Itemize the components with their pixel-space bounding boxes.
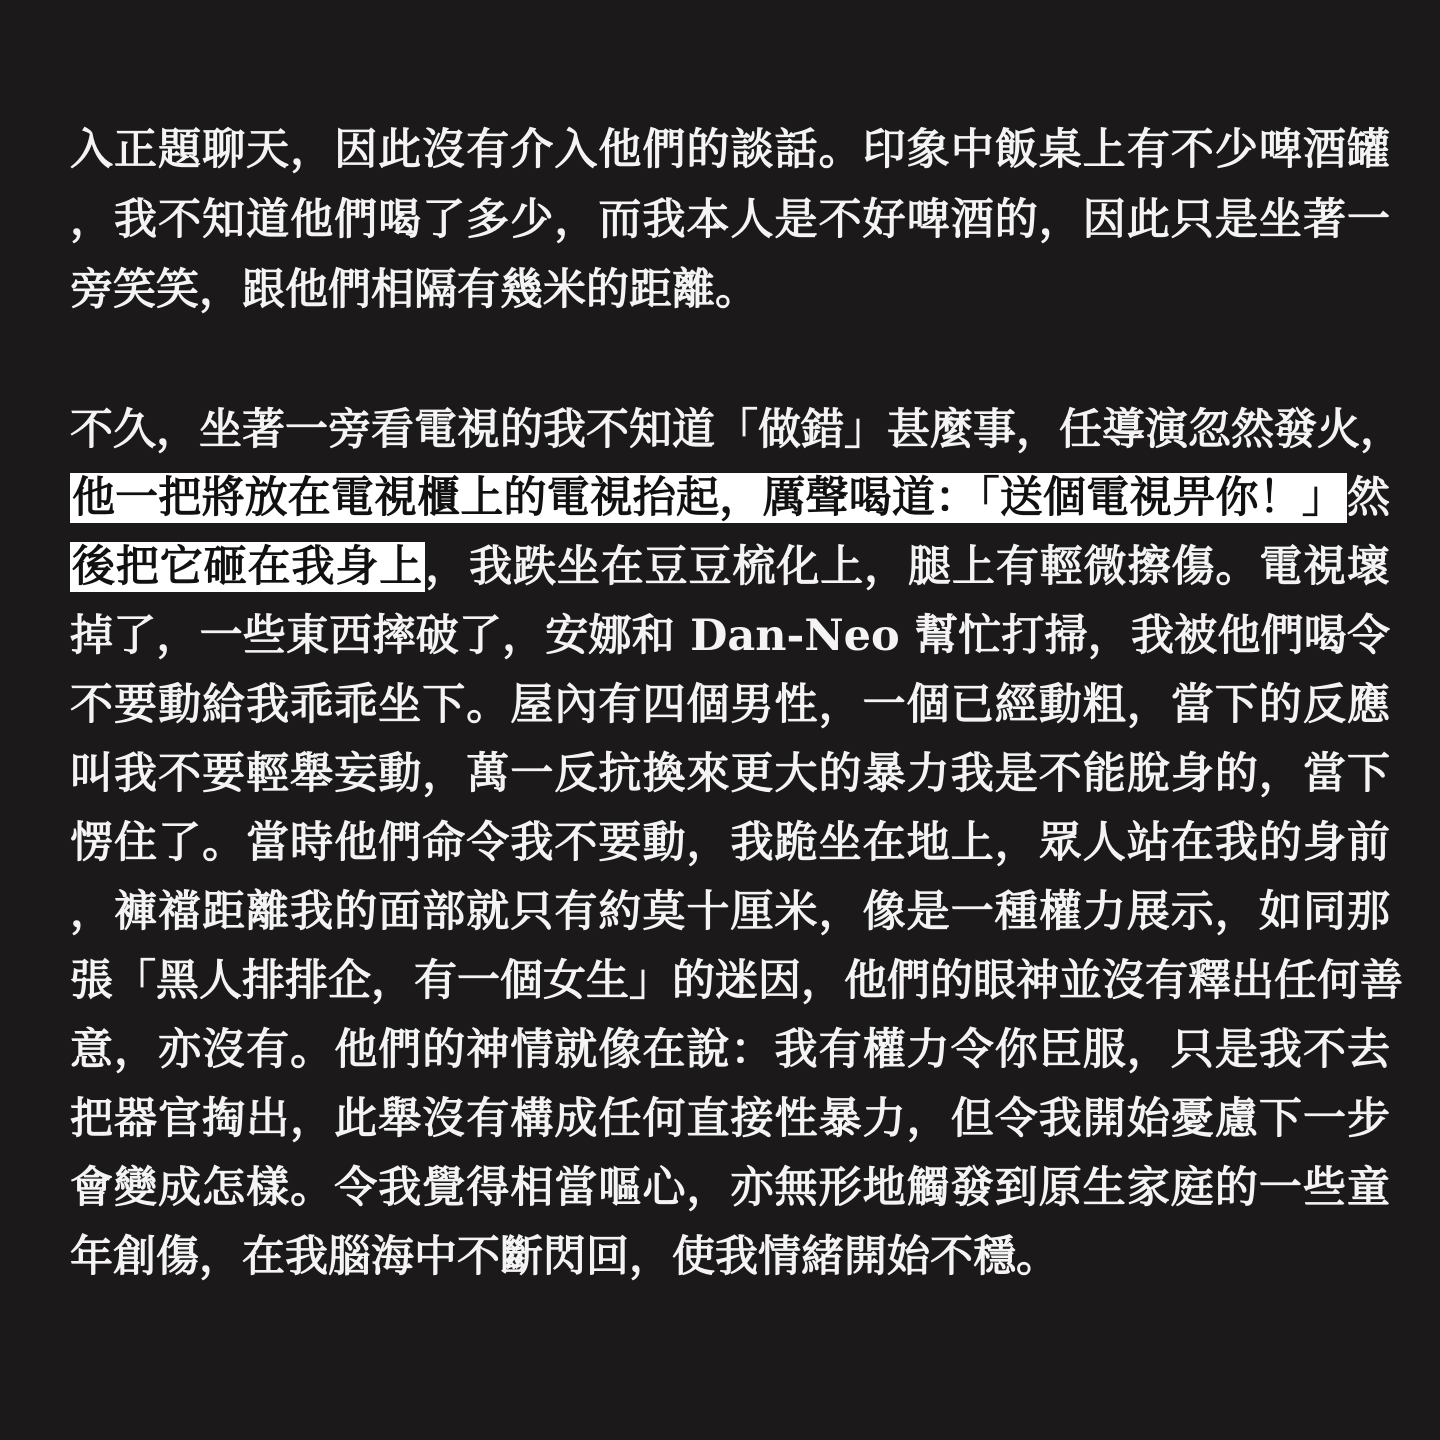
paragraph2-line9: 張「黑人排排企，有一個女生」的迷因，他們的眼神並沒有釋出任何善 xyxy=(70,956,1403,1006)
paragraph2-line10: 意，亦沒有。他們的神情就像在說：我有權力令你臣服，只是我不去 xyxy=(70,1025,1390,1075)
paragraph2-line2-tail: 然 xyxy=(1347,473,1390,523)
highlighted-quote-part1: 他一把將放在電視櫃上的電視抬起，厲聲喝道：「送個電視畀你！」 xyxy=(72,473,1345,523)
paragraph2-line12: 會變成怎樣。令我覺得相當嘔心，亦無形地觸發到原生家庭的一些童 xyxy=(70,1163,1390,1213)
paragraph2-line7: 愣住了。當時他們命令我不要動，我跪坐在地上，眾人站在我的身前 xyxy=(70,818,1390,868)
paragraph2-line8: ，褲襠距離我的面部就只有約莫十厘米，像是一種權力展示，如同那 xyxy=(70,887,1390,937)
paragraph2-line3 xyxy=(70,532,1390,602)
paragraph1-line3: 旁笑笑，跟他們相隔有幾米的距離。 xyxy=(70,265,758,315)
paragraph1-line2: ，我不知道他們喝了多少，而我本人是不好啤酒的，因此只是坐著一 xyxy=(70,195,1390,245)
paragraph2-line4: 掉了，一些東西摔破了，安娜和 Dan-Neo 幫忙打掃，我被他們喝令 xyxy=(70,611,1390,661)
paragraph2-line11: 把器官掏出，此舉沒有構成任何直接性暴力，但令我開始憂慮下一步 xyxy=(70,1094,1390,1144)
paragraph2-line3-tail: ，我跌坐在豆豆梳化上，腿上有輕微擦傷。電視壞 xyxy=(425,542,1391,592)
paragraph2-line6: 叫我不要輕舉妄動，萬一反抗換來更大的暴力我是不能脫身的，當下 xyxy=(70,749,1390,799)
paragraph2-line2 xyxy=(70,463,1390,533)
paragraph1-line1: 入正題聊天，因此沒有介入他們的談話。印象中飯桌上有不少啤酒罐 xyxy=(70,125,1390,175)
paragraph2-line1: 不久，坐著一旁看電視的我不知道「做錯」甚麼事，任導演忽然發火， xyxy=(70,405,1403,455)
highlighted-quote-part2: 後把它砸在我身上 xyxy=(72,542,424,592)
paragraph2-line5: 不要動給我乖乖坐下。屋內有四個男性，一個已經動粗，當下的反應 xyxy=(70,680,1390,730)
paragraph2-line13: 年創傷，在我腦海中不斷閃回，使我情緒開始不穩。 xyxy=(70,1232,1059,1282)
